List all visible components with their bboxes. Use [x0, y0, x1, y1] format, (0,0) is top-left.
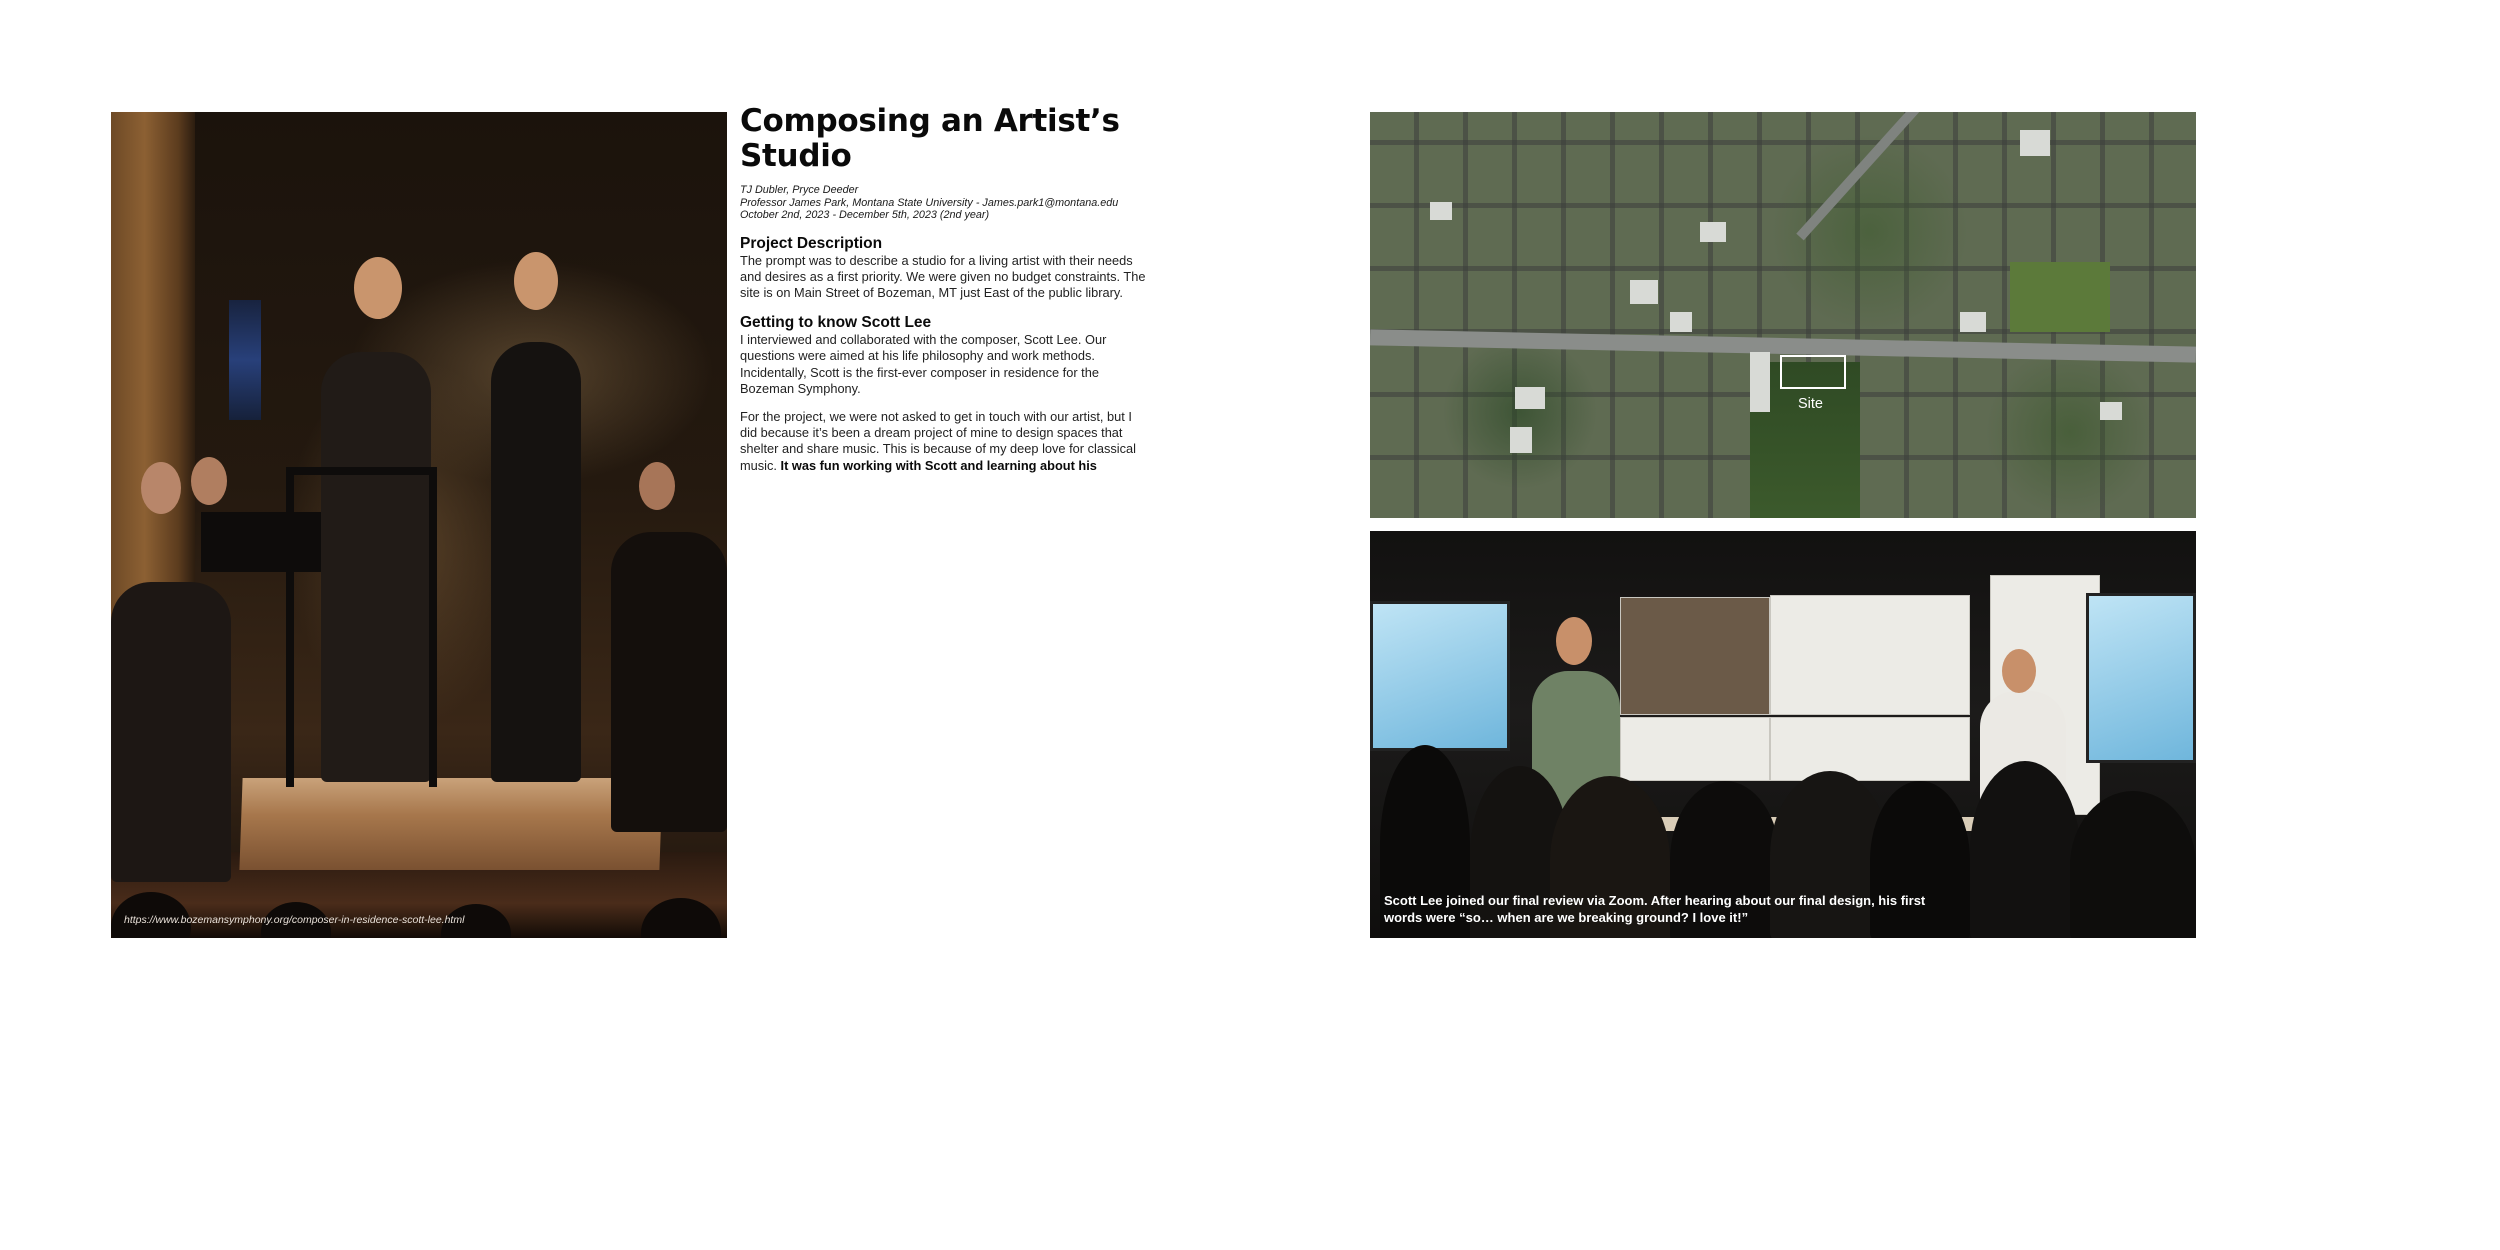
aerial-site-map [1370, 112, 2196, 518]
building-roof [1750, 352, 1770, 412]
dates-line: October 2nd, 2023 - December 5th, 2023 (2nd year) [740, 209, 990, 221]
project-text-column [740, 104, 1152, 474]
speaker-figure [321, 352, 431, 782]
pinup-board-drawing [1770, 717, 1970, 781]
building-roof [2020, 130, 2050, 156]
building-roof [2100, 402, 2122, 420]
presenter-head [1556, 617, 1592, 665]
building-roof [1630, 280, 1658, 304]
blue-light-panel [229, 300, 261, 420]
presenter-head [2002, 649, 2036, 693]
audience-member [1970, 761, 2080, 938]
section-heading-project-description: Project Description [740, 234, 883, 252]
diagonal-road [1796, 112, 2111, 240]
building-roof [1430, 202, 1452, 220]
building-roof [1960, 312, 1986, 332]
pinup-board-photos [1620, 597, 1770, 715]
title-line-1: Composing an Artist’s [740, 103, 1120, 139]
artist-contact-bold-text: It was fun working with Scott and learning about his [780, 457, 1097, 473]
section-body-getting-to-know: I interviewed and collaborated with the composer, Scott Lee. Our questions were aimed at his life philosophy and work methods. Incidentally, Scott is the first-ever composer in residence for the Bozeman Symphony. [740, 332, 1107, 396]
pinup-board-drawing [1770, 595, 1970, 715]
building-roof [1515, 387, 1545, 409]
violinist-head [191, 457, 227, 505]
section-body-artist-contact [740, 409, 1152, 474]
music-stand [201, 512, 321, 572]
concert-photo [111, 112, 727, 938]
page-title [740, 104, 1152, 174]
authors-line: TJ Dubler, Pryce Deeder [740, 184, 859, 196]
speaker-head [354, 257, 402, 319]
photo-credit: https://www.bozemansymphony.org/composer-in-residence-scott-lee.html [124, 914, 465, 926]
podium-rail [286, 467, 294, 787]
podium-rail [286, 467, 436, 475]
site-label: Site [1798, 396, 1823, 412]
professor-line: Professor James Park, Montana State University - James.park1@montana.edu [740, 196, 1119, 209]
site-marker-box [1780, 355, 1846, 389]
conductor-riser [239, 778, 662, 870]
project-meta [740, 184, 1152, 222]
left-display-screen [1370, 601, 1510, 751]
section-body-project-description: The prompt was to describe a studio for a living artist with their needs and desires as a first priority. We were given no budget constraints. The site is on Main Street of Bozeman, MT just East of the public library. [740, 252, 1146, 300]
violinist-head [141, 462, 181, 514]
open-field [2010, 262, 2110, 332]
section-heading-getting-to-know: Getting to know Scott Lee [740, 314, 932, 332]
building-roof [1700, 222, 1726, 242]
artist-contact-text: For the project, we were not asked to get in touch with our artist, but I did because it’s been a dream project of mine to design spaces that shelter and share music. This is because of my deep love for classical music. [740, 408, 1136, 473]
final-review-photo [1370, 531, 2196, 938]
musician-figure [611, 532, 727, 832]
right-display-screen [2086, 593, 2196, 763]
composer-figure [491, 342, 581, 782]
building-roof [1510, 427, 1532, 453]
title-line-2: Studio [740, 138, 852, 174]
review-caption: Scott Lee joined our final review via Zoom. After hearing about our final design, his first words were “so… when are we breaking ground? I love it!” [1384, 893, 1926, 925]
audience-member [2070, 791, 2196, 938]
pinup-board-drawing [1620, 717, 1770, 781]
composer-head [514, 252, 558, 310]
podium-rail [429, 467, 437, 787]
building-roof [1670, 312, 1692, 332]
musician-head [639, 462, 675, 510]
violinist-figure [111, 582, 231, 882]
